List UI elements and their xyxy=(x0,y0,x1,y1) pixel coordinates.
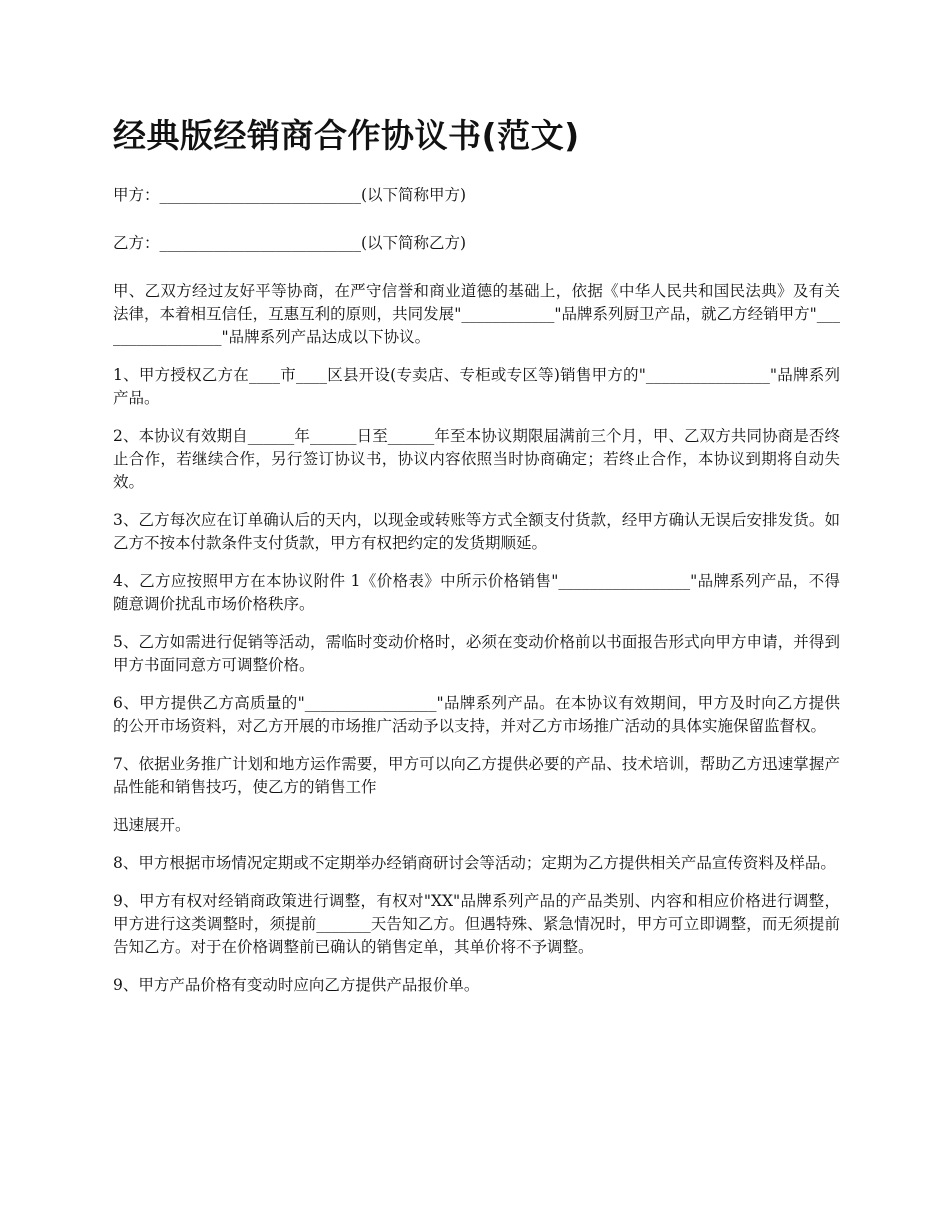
clause-4: 4、乙方应按照甲方在本协议附件 1《价格表》中所示价格销售"_________________"品牌系列产品，不得随意调价扰乱市场价格秩序。 xyxy=(113,572,840,613)
party-a-line: 甲方：__________________________(以下简称甲方) xyxy=(113,186,467,204)
clause-7: 7、依据业务推广计划和地方运作需要，甲方可以向乙方提供必要的产品、技术培训，帮助乙方迅速掌握产品性能和销售技巧，使乙方的销售工作 xyxy=(113,755,840,796)
clause-1: 1、甲方授权乙方在____市____区县开设(专卖店、专柜或专区等)销售甲方的"________________"品牌系列产品。 xyxy=(113,366,840,407)
party-b-line: 乙方：__________________________(以下简称乙方) xyxy=(113,234,467,252)
preamble-paragraph: 甲、乙双方经过友好平等协商，在严守信誉和商业道德的基础上，依据《中华人民共和国民法典》及有关法律，本着相互信任，互惠互利的原则，共同发展"____________"品牌系列厨卫产品，就乙方经销甲方"_________________"品牌系列产品达成以下协议。 xyxy=(113,282,840,346)
clause-7-continued: 迅速展开。 xyxy=(113,816,191,834)
clause-2: 2、本协议有效期自______年______日至______年至本协议期限届满前三个月，甲、乙双方共同协商是否终止合作，若继续合作，另行签订协议书，协议内容依照当时协商确定；若终止合作，本协议到期将自动失效。 xyxy=(113,427,840,491)
clause-6: 6、甲方提供乙方高质量的"_________________"品牌系列产品。在本协议有效期间，甲方及时向乙方提供的公开市场资料，对乙方开展的市场推广活动予以支持，并对乙方市场推广活动的具体实施保留监督权。 xyxy=(113,694,840,735)
clause-3: 3、乙方每次应在订单确认后的天内，以现金或转账等方式全额支付货款，经甲方确认无误后安排发货。如乙方不按本付款条件支付货款，甲方有权把约定的发货期顺延。 xyxy=(113,511,840,552)
clause-9: 9、甲方有权对经销商政策进行调整，有权对"XX"品牌系列产品的产品类别、内容和相应价格进行调整，甲方进行这类调整时，须提前_______天告知乙方。但遇特殊、紧急情况时，甲方可立即调整，而无须提前告知乙方。对于在价格调整前已确认的销售定单，其单价将不予调整。 xyxy=(113,892,840,956)
clause-9-second: 9、甲方产品价格有变动时应向乙方提供产品报价单。 xyxy=(113,976,480,994)
clause-5: 5、乙方如需进行促销等活动，需临时变动价格时，必须在变动价格前以书面报告形式向甲方申请，并得到甲方书面同意方可调整价格。 xyxy=(113,633,840,674)
clause-8: 8、甲方根据市场情况定期或不定期举办经销商研讨会等活动；定期为乙方提供相关产品宣传资料及样品。 xyxy=(113,854,836,872)
document-page xyxy=(113,112,840,1012)
document-title: 经典版经销商合作协议书(范文) xyxy=(113,116,580,155)
